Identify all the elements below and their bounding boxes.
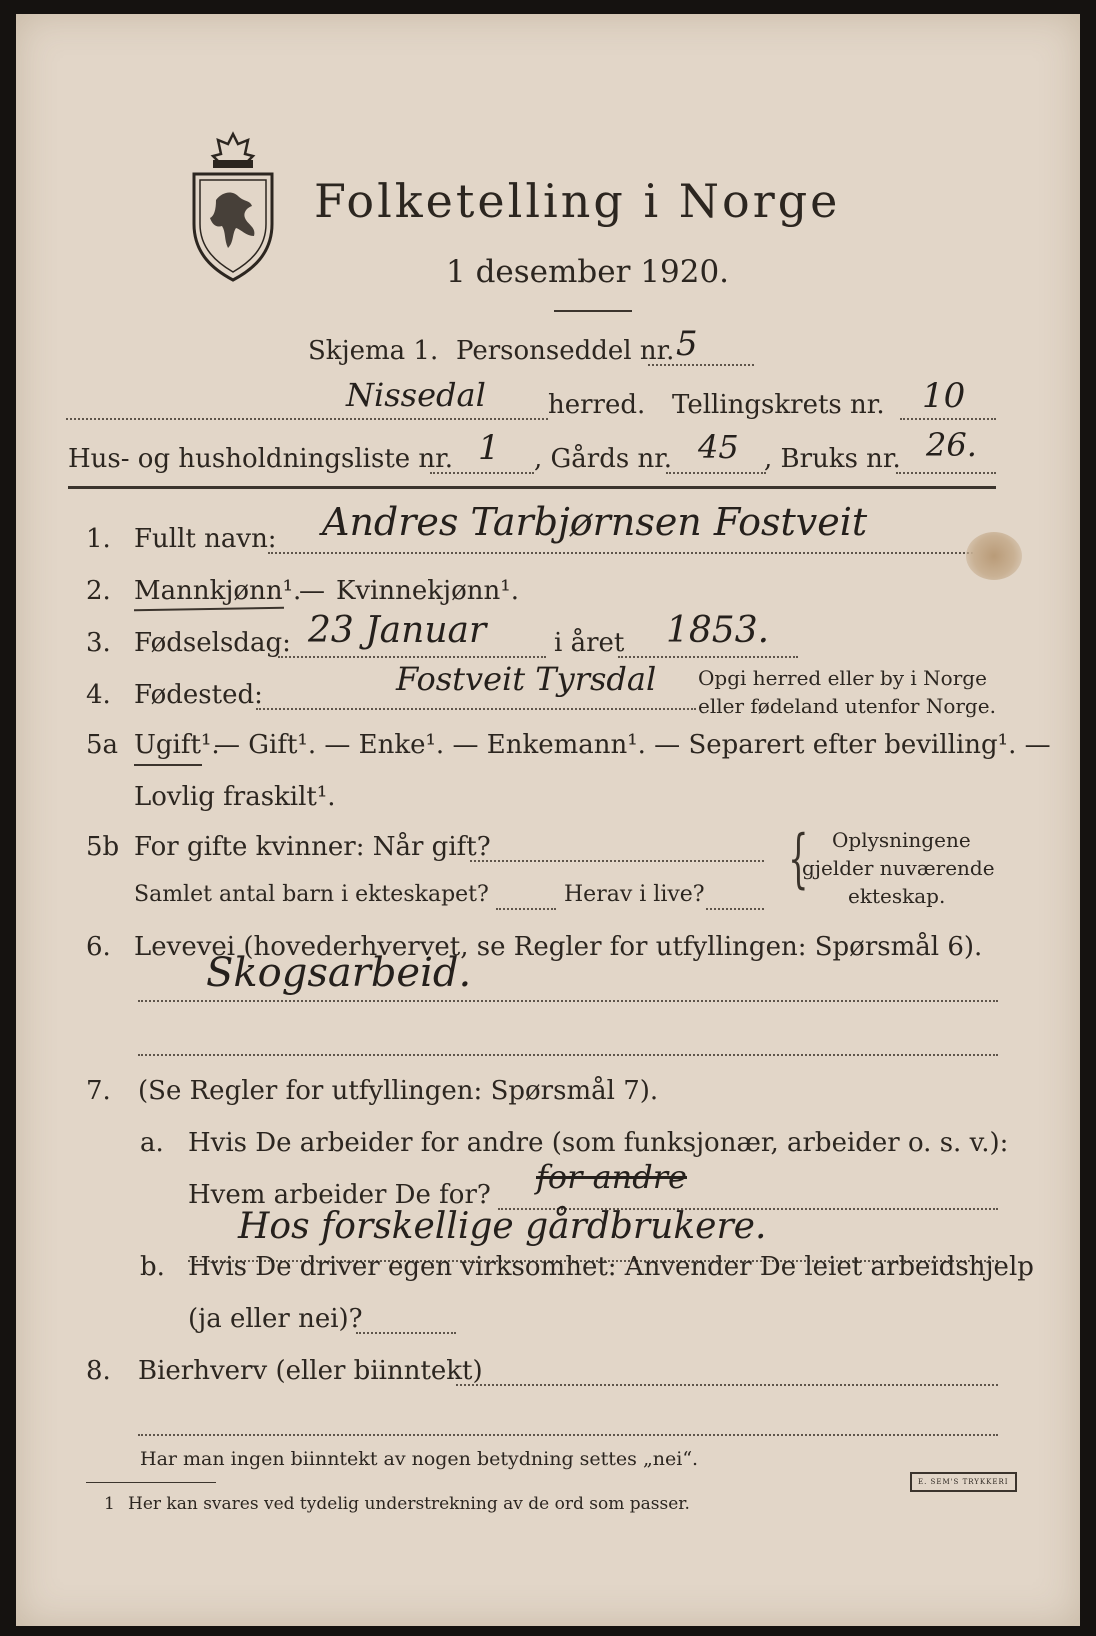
- footnote-text: Her kan svares ved tydelig understrekning av de ord som passer.: [128, 1494, 690, 1514]
- q1-number: 1.: [86, 524, 111, 554]
- q7-number: 7.: [86, 1076, 111, 1106]
- q5b-brace-line3: ekteskap.: [848, 884, 946, 908]
- q2-number: 2.: [86, 576, 111, 606]
- q6-label: Levevei (hovederhvervet, se Regler for utfyllingen: Spørsmål 6).: [134, 932, 983, 962]
- q4-note-line2: eller fødeland utenfor Norge.: [698, 694, 996, 718]
- census-form: [16, 14, 1080, 1626]
- q3-label: Fødselsdag:: [134, 628, 291, 658]
- q4-number: 4.: [86, 680, 111, 710]
- q5b-children-line: [496, 908, 556, 910]
- herred-label: herred.: [548, 390, 646, 420]
- q3-year-line: [618, 656, 798, 658]
- q5b-line1: For gifte kvinner: Når gift?: [134, 832, 491, 862]
- q5b-alive-line: [706, 908, 764, 910]
- gards-line: [666, 472, 766, 474]
- q7b-letter: b.: [140, 1252, 165, 1282]
- paper-stain: [966, 532, 1022, 580]
- husliste-line: [430, 472, 534, 474]
- q5b-married-line: [470, 860, 764, 862]
- q6-line2: [138, 1054, 998, 1056]
- q1-full-name[interactable]: Andres Tarbjørnsen Fostveit: [322, 500, 868, 544]
- q3-birth-year[interactable]: 1853.: [666, 610, 770, 651]
- footer-note: Har man ingen biinntekt av nogen betydning settes „nei“.: [140, 1448, 699, 1470]
- q5a-line2[interactable]: Lovlig fraskilt¹.: [134, 782, 336, 812]
- q5a-options[interactable]: — Gift¹. — Enke¹. — Enkemann¹. — Separert efter bevilling¹. —: [214, 730, 1051, 760]
- q1-line: [268, 552, 996, 554]
- q6-line1: [138, 1000, 998, 1002]
- q5b-line2a: Samlet antal barn i ekteskapet?: [134, 882, 489, 907]
- q5b-line2b: Herav i live?: [564, 882, 705, 907]
- q3-number: 3.: [86, 628, 111, 658]
- printer-stamp: E. SEM'S TRYKKERI: [910, 1472, 1017, 1492]
- q5a-ugift[interactable]: Ugift¹.: [134, 730, 220, 760]
- coat-of-arms-icon: [188, 130, 278, 282]
- tellingskrets-label: Tellingskrets nr.: [672, 390, 885, 420]
- header-divider: [68, 486, 996, 489]
- q2-dash: —: [299, 576, 325, 606]
- tellingskrets-value[interactable]: 10: [922, 376, 966, 416]
- personseddel-value[interactable]: 5: [676, 324, 698, 364]
- q5b-brace-line2: gjelder nuværende: [802, 856, 995, 880]
- q7a-employer[interactable]: Hos forskellige gårdbrukere.: [238, 1206, 767, 1247]
- q2-male-underline: [134, 607, 284, 612]
- husliste-value[interactable]: 1: [478, 428, 500, 468]
- bruks-line: [896, 472, 996, 474]
- q4-birthplace[interactable]: Fostveit Tyrsdal: [396, 660, 657, 698]
- q1-label: Fullt navn:: [134, 524, 277, 554]
- personseddel-line: [648, 364, 754, 366]
- q3-birth-date[interactable]: 23 Januar: [308, 610, 487, 651]
- gards-value[interactable]: 45: [698, 428, 739, 466]
- gards-label: , Gårds nr.: [534, 444, 673, 474]
- q2-male[interactable]: Mannkjønn¹.: [134, 576, 302, 606]
- q6-occupation[interactable]: Skogsarbeid.: [206, 950, 472, 996]
- q7b-line: [356, 1332, 456, 1334]
- footnote-mark: 1: [104, 1494, 115, 1514]
- q3-year-label: i året: [554, 628, 625, 658]
- q6-number: 6.: [86, 932, 111, 962]
- q8-line2: [138, 1434, 998, 1436]
- q7-label: (Se Regler for utfyllingen: Spørsmål 7).: [138, 1076, 659, 1106]
- skjema-label: Skjema 1.: [308, 336, 439, 366]
- q7b-text: Hvis De driver egen virksomhet: Anvender De leiet arbeidshjelp: [188, 1252, 1034, 1282]
- bruks-label: , Bruks nr.: [764, 444, 901, 474]
- q5b-brace: {: [788, 822, 809, 896]
- q4-line: [256, 708, 696, 710]
- q8-label: Bierhverv (eller biinntekt): [138, 1356, 483, 1386]
- q3-day-line: [278, 656, 546, 658]
- q7a-struck-text: for andre: [536, 1158, 687, 1196]
- q2-female[interactable]: Kvinnekjønn¹.: [336, 576, 519, 606]
- q5a-number: 5a: [86, 730, 119, 760]
- herred-value[interactable]: Nissedal: [346, 376, 486, 414]
- bruks-value[interactable]: 26.: [926, 426, 977, 464]
- title-divider: [554, 310, 632, 312]
- q5a-ugift-underline: [134, 764, 202, 766]
- q8-line1: [456, 1384, 998, 1386]
- q7a-text: Hvis De arbeider for andre (som funksjonær, arbeider o. s. v.):: [188, 1128, 1009, 1158]
- q4-label: Fødested:: [134, 680, 263, 710]
- q7a-question: Hvem arbeider De for?: [188, 1180, 491, 1210]
- tellingskrets-line: [900, 418, 996, 420]
- q7b-question: (ja eller nei)?: [188, 1304, 363, 1334]
- husliste-label: Hus- og husholdningsliste nr.: [68, 444, 454, 474]
- footer-divider: [86, 1482, 216, 1483]
- q5b-brace-line1: Oplysningene: [832, 828, 971, 852]
- form-date: 1 desember 1920.: [446, 254, 730, 290]
- q7a-letter: a.: [140, 1128, 164, 1158]
- personseddel-label: Personseddel nr.: [456, 336, 675, 366]
- form-title: Folketelling i Norge: [314, 174, 841, 228]
- herred-line: [66, 418, 548, 420]
- q5b-number: 5b: [86, 832, 120, 862]
- q4-note-line1: Opgi herred eller by i Norge: [698, 666, 987, 690]
- q8-number: 8.: [86, 1356, 111, 1386]
